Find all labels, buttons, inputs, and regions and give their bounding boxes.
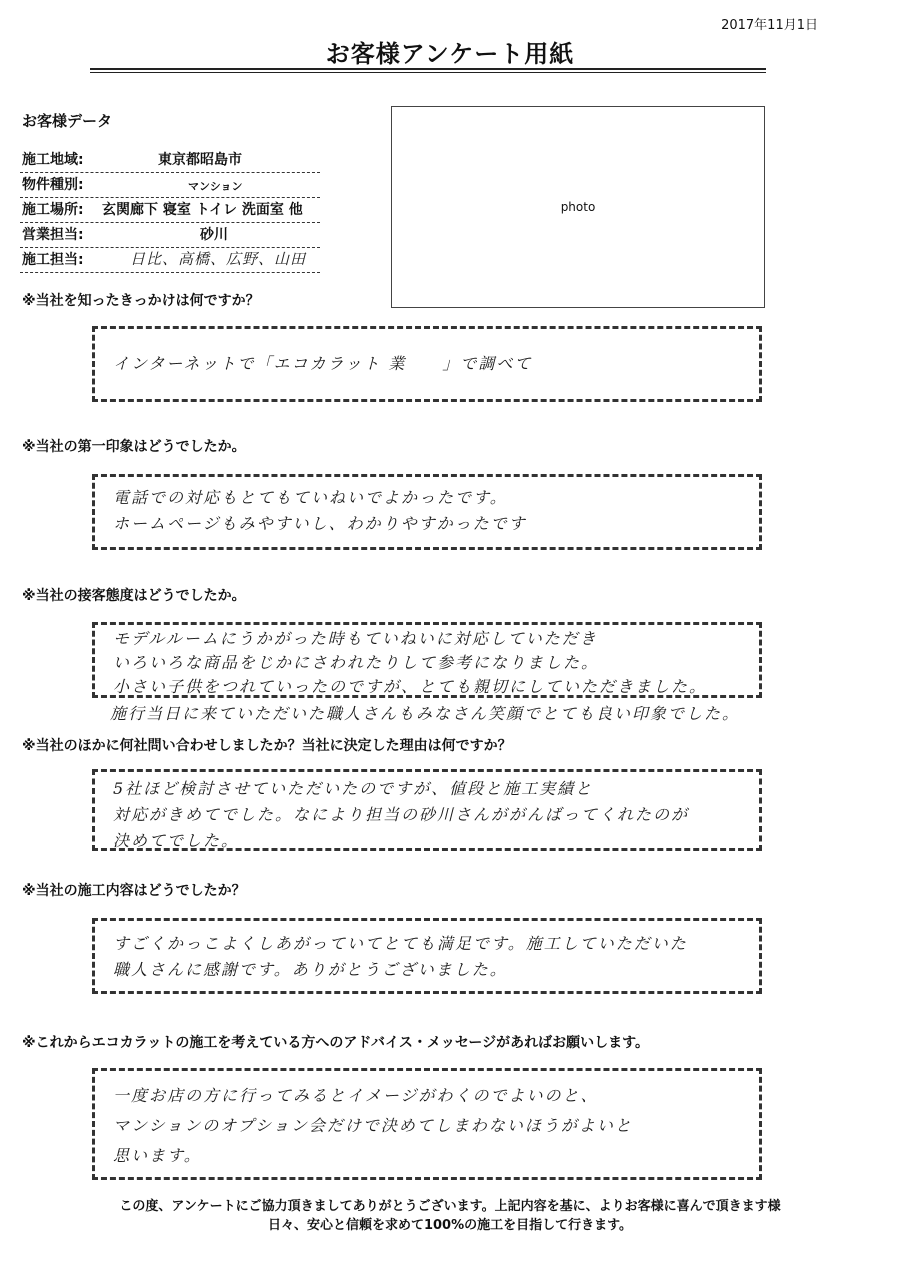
question-5: ※当社の施工内容はどうでしたか？	[22, 883, 246, 899]
answer-1-line-1: インターネットで「エコカラット 業 」で調べて	[113, 354, 533, 373]
data-label-area: 施工地域:	[22, 152, 84, 168]
answer-box-4	[92, 769, 762, 851]
data-row-sales-rep	[20, 223, 320, 248]
answer-3-line-2: いろいろな商品をじかにさわれたりして参考になりました。	[113, 653, 600, 672]
answer-2-line-2: ホームページもみやすいし、わかりやすかったです	[113, 514, 527, 533]
photo-label: photo	[560, 200, 596, 214]
footer-line-1: この度、アンケートにご協力頂きましてありがとうございます。上記内容を基に、よりお客様に喜んで頂きます様	[119, 1199, 781, 1214]
answer-box-5	[92, 918, 762, 994]
question-1: ※当社を知ったきっかけは何ですか？	[22, 293, 260, 309]
data-label-sales-rep: 営業担当:	[22, 227, 84, 243]
answer-4-line-3: 決めてでした。	[113, 831, 240, 850]
title-underline-thin	[90, 72, 766, 73]
customer-data-heading: お客様データ	[22, 112, 113, 130]
answer-box-2	[92, 474, 762, 550]
answer-3-line-1: モデルルームにうかがった時もていねいに対応していただき	[113, 629, 598, 648]
data-value-sales-rep: 砂川	[200, 227, 228, 243]
date-label: 2017年11月1日	[721, 18, 818, 33]
data-label-property-type: 物件種別:	[22, 177, 84, 193]
answer-6-line-2: マンションのオプション会だけで決めてしまわないほうがよいと	[113, 1116, 633, 1135]
data-value-location: 玄関廊下 寝室 トイレ 洗面室 他	[102, 202, 303, 218]
answer-4-line-1: 5社ほど検討させていただいたのですが、値段と施工実績と	[113, 779, 594, 798]
question-2: ※当社の第一印象はどうでしたか。	[22, 439, 246, 455]
page-title: お客様アンケート用紙	[325, 40, 575, 68]
data-value-property-type: マンション	[188, 180, 243, 193]
answer-3-line-3: 小さい子供をつれていったのですが、とても親切にしていただきました。	[113, 677, 708, 696]
answer-6-line-1: 一度お店の方に行ってみるとイメージがわくのでよいのと、	[113, 1086, 599, 1105]
answer-4-line-2: 対応がきめてでした。なにより担当の砂川さんががんばってくれたのが	[113, 805, 690, 824]
title-underline	[90, 68, 766, 70]
data-row-area	[20, 148, 320, 173]
answer-5-line-2: 職人さんに感謝です。ありがとうございました。	[113, 960, 508, 979]
answer-3-overflow-line: 施行当日に来ていただいた職人さんもみなさん笑顔でとても良い印象でした。	[110, 704, 741, 723]
data-value-area: 東京都昭島市	[158, 152, 242, 168]
photo-placeholder	[391, 106, 765, 308]
answer-2-line-1: 電話での対応もとてもていねいでよかったです。	[113, 488, 508, 507]
data-label-location: 施工場所:	[22, 202, 84, 218]
answer-6-line-3: 思います。	[113, 1146, 202, 1165]
answer-box-6	[92, 1068, 762, 1180]
data-value-installers: 日比、高橋、広野、山田	[130, 250, 307, 268]
data-row-installers	[20, 248, 320, 273]
footer-line-2: 日々、安心と信頼を求めて100%の施工を目指して行きます。	[267, 1218, 633, 1233]
data-row-location	[20, 198, 320, 223]
question-6: ※これからエコカラットの施工を考えている方へのアドバイス・メッセージがあればお願いします。	[22, 1035, 649, 1051]
question-3: ※当社の接客態度はどうでしたか。	[22, 588, 246, 604]
answer-5-line-1: すごくかっこよくしあがっていてとても満足です。施工していただいた	[113, 934, 688, 953]
question-4: ※当社のほかに何社問い合わせしましたか？当社に決定した理由は何ですか？	[22, 738, 512, 754]
answer-box-3	[92, 622, 762, 698]
data-row-property-type	[20, 173, 320, 198]
answer-box-1	[92, 326, 762, 402]
data-label-installers: 施工担当:	[22, 252, 84, 268]
